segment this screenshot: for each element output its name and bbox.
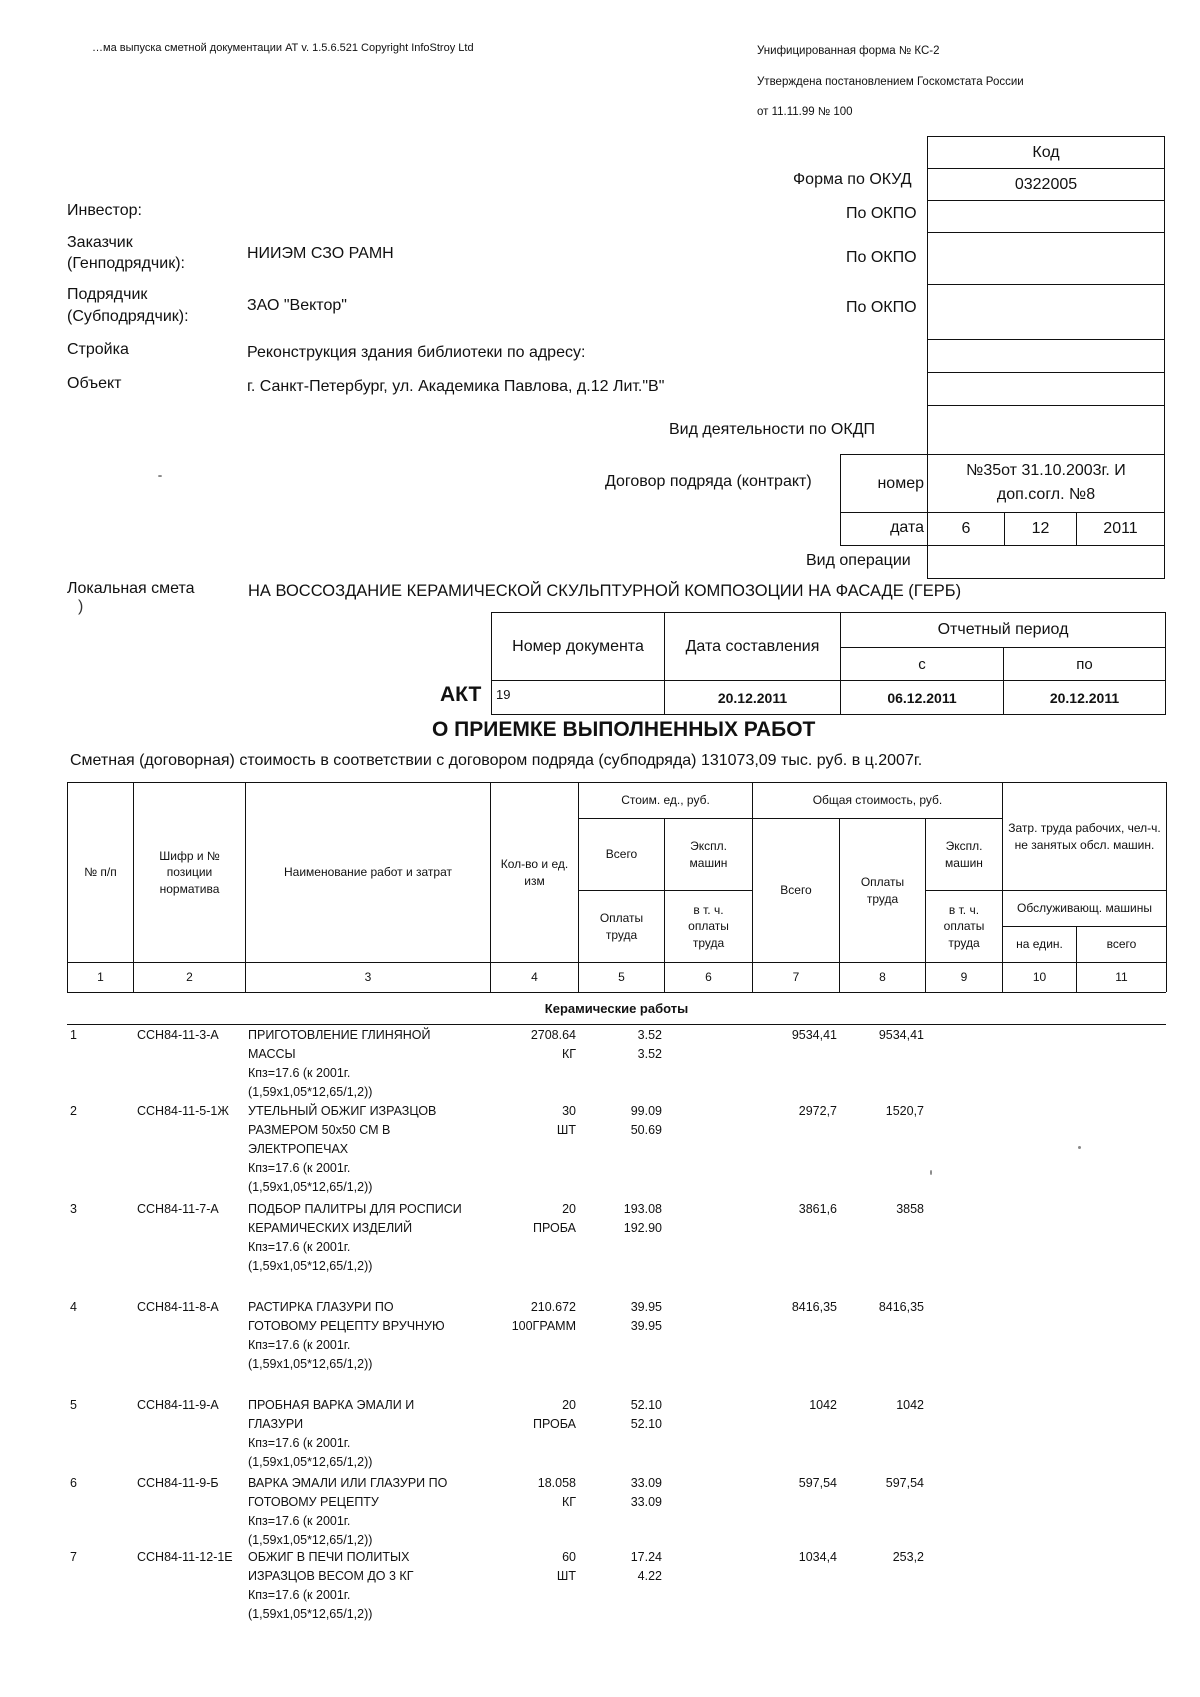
row-name-line: (1,59x1,05*12,65/1,2)) <box>248 1180 373 1194</box>
row-unit: КГ <box>561 1495 576 1509</box>
contract-label: Договор подряда (контракт) <box>605 473 812 490</box>
object-label: Объект <box>67 375 122 392</box>
row-number: 5 <box>70 1398 77 1412</box>
scan-speck <box>158 475 162 477</box>
okpo-value-3 <box>927 284 1165 340</box>
row-code: ССН84-11-12-1Е <box>137 1550 233 1564</box>
act-number: 19 <box>491 680 665 715</box>
row-total-all: 1042 <box>809 1398 837 1412</box>
th-unit-incl-wages: в т. ч. оплаты труда <box>688 903 729 950</box>
contract-number-box <box>927 454 1165 513</box>
row-qty: 20 <box>562 1398 576 1412</box>
colnum-7: 7 <box>792 970 800 985</box>
customer-label-2: (Генподрядчик): <box>67 255 185 272</box>
row-name-line: ПОДБОР ПАЛИТРЫ ДЛЯ РОСПИСИ <box>248 1202 462 1216</box>
scan-mark: ) <box>78 598 84 615</box>
period-from-header: с <box>840 647 1004 681</box>
number-label: номер <box>877 475 924 492</box>
colnum-3: 3 <box>364 970 372 985</box>
row-name-line: МАССЫ <box>248 1047 296 1061</box>
row-code: ССН84-11-9-А <box>137 1398 219 1412</box>
colnum-6: 6 <box>705 970 712 985</box>
row-total-all: 9534,41 <box>791 1028 837 1042</box>
okdp-label: Вид деятельности по ОКДП <box>669 421 876 438</box>
colnum-1: 1 <box>97 970 104 985</box>
row-number: 1 <box>70 1028 77 1042</box>
row-unit-cost-wages: 52.10 <box>630 1417 662 1431</box>
contract-year: 2011 <box>1076 512 1165 546</box>
row-name-line: ГОТОВОМУ РЕЦЕПТУ <box>248 1495 379 1509</box>
estimate-label: Локальная смета <box>67 580 195 597</box>
code-header: Код <box>927 136 1165 169</box>
th-num: № п/п <box>84 865 117 880</box>
contract-month: 12 <box>1004 512 1077 546</box>
operation-label: Вид операции <box>806 552 911 569</box>
th-unit-all: Всего <box>605 847 638 862</box>
contract-number-line-2: доп.согл. №8 <box>996 486 1096 503</box>
row-name-line: (1,59x1,05*12,65/1,2)) <box>248 1533 373 1547</box>
row-qty: 30 <box>562 1104 576 1118</box>
row-name-line: ПРИГОТОВЛЕНИЕ ГЛИНЯНОЙ <box>248 1028 431 1042</box>
colnum-11: 11 <box>1115 970 1128 985</box>
colnum-10: 10 <box>1032 970 1047 985</box>
row-unit-cost-wages: 3.52 <box>637 1047 662 1061</box>
row-unit-cost-all: 17.24 <box>630 1550 662 1564</box>
doc-number-header: Номер документа <box>491 612 665 681</box>
row-unit-cost-all: 3.52 <box>637 1028 662 1042</box>
colnum-4: 4 <box>531 970 538 985</box>
row-unit-cost-all: 39.95 <box>630 1300 662 1314</box>
row-name-line: ГЛАЗУРИ <box>248 1417 304 1431</box>
contractor-value: ЗАО "Вектор" <box>247 297 347 314</box>
row-total-all: 2972,7 <box>798 1104 837 1118</box>
row-code: ССН84-11-5-1Ж <box>137 1104 229 1118</box>
okpo-value-1 <box>927 200 1165 233</box>
act-date: 20.12.2011 <box>664 680 841 715</box>
row-number: 2 <box>70 1104 77 1118</box>
vline-11 <box>1166 782 1167 992</box>
contract-number-line-1: №35от 31.10.2003г. И <box>966 462 1126 479</box>
row-code: ССН84-11-8-А <box>137 1300 219 1314</box>
row-unit-cost-wages: 4.22 <box>637 1569 662 1583</box>
row-unit: ПРОБА <box>532 1221 576 1235</box>
contractor-label-2: (Субподрядчик): <box>67 308 189 325</box>
row-name-line: (1,59x1,05*12,65/1,2)) <box>248 1085 373 1099</box>
row-qty: 18.058 <box>537 1476 576 1490</box>
row-name-line: РАЗМЕРОМ 50x50 СМ В <box>248 1123 391 1137</box>
row-unit-cost-wages: 50.69 <box>630 1123 662 1137</box>
okpo-label-1: По ОКПО <box>846 205 917 222</box>
act-label: АКТ <box>440 683 482 706</box>
th-total-cost: Общая стоимость, руб. <box>812 793 943 808</box>
customer-label-1: Заказчик <box>67 234 133 251</box>
row-total-all: 1034,4 <box>798 1550 837 1564</box>
row-name-line: КЕРАМИЧЕСКИХ ИЗДЕЛИЙ <box>248 1221 413 1235</box>
row-unit-cost-wages: 192.90 <box>623 1221 662 1235</box>
row-unit: ПРОБА <box>532 1417 576 1431</box>
row-unit-cost-wages: 39.95 <box>630 1319 662 1333</box>
th-total: всего <box>1106 937 1137 952</box>
th-total-all: Всего <box>780 883 812 898</box>
row-name-line: (1,59x1,05*12,65/1,2)) <box>248 1357 373 1371</box>
row-total-wages: 8416,35 <box>878 1300 924 1314</box>
row-unit-cost-all: 193.08 <box>623 1202 662 1216</box>
th-labor: Затр. труда рабочих, чел-ч. не занятых обсл. машин. <box>1008 821 1161 852</box>
row-name-line: Кпз=17.6 (к 2001г. <box>248 1514 351 1528</box>
row-qty: 20 <box>562 1202 576 1216</box>
row-unit: 100ГРАММ <box>511 1319 576 1333</box>
row-qty: 60 <box>562 1550 576 1564</box>
colnum-2: 2 <box>186 970 193 985</box>
contractor-label-1: Подрядчик <box>67 286 148 303</box>
row-name-line: ГОТОВОМУ РЕЦЕПТУ ВРУЧНУЮ <box>248 1319 445 1333</box>
row-name-line: РАСТИРКА ГЛАЗУРИ ПО <box>248 1300 394 1314</box>
row-number: 3 <box>70 1202 77 1216</box>
blank-code-1 <box>927 339 1165 373</box>
row-name-line: Кпз=17.6 (к 2001г. <box>248 1161 351 1175</box>
act-period-from: 06.12.2011 <box>840 680 1004 715</box>
th-service: Обслуживающ. машины <box>1017 901 1152 916</box>
row-name-line: ОБЖИГ В ПЕЧИ ПОЛИТЫХ <box>248 1550 410 1564</box>
row-total-wages: 1520,7 <box>885 1104 924 1118</box>
approved-line: Утверждена постановлением Госкомстата России <box>757 76 1024 88</box>
scan-speck <box>930 1170 932 1175</box>
th-code: Шифр и № позиции норматива <box>159 849 220 896</box>
row-name-line: (1,59x1,05*12,65/1,2)) <box>248 1607 373 1621</box>
row-name-line: ИЗРАЗЦОВ ВЕСОМ ДО 3 КГ <box>248 1569 414 1583</box>
row-name-line: Кпз=17.6 (к 2001г. <box>248 1240 351 1254</box>
row-total-wages: 597,54 <box>885 1476 924 1490</box>
row-name-line: Кпз=17.6 (к 2001г. <box>248 1338 351 1352</box>
row-total-all: 8416,35 <box>791 1300 837 1314</box>
row-name-line: Кпз=17.6 (к 2001г. <box>248 1588 351 1602</box>
okud-label: Форма по ОКУД <box>793 171 912 188</box>
object-value: г. Санкт-Петербург, ул. Академика Павлова, д.12 Лит."В" <box>247 378 665 395</box>
date-label-box <box>840 512 928 546</box>
row-unit: ШТ <box>556 1569 576 1583</box>
program-line: …ма выпуска сметной документации АТ v. 1.5.6.521 Copyright InfoStroy Ltd <box>92 42 474 54</box>
act-period-to: 20.12.2011 <box>1003 680 1166 715</box>
row-name-line: ВАРКА ЭМАЛИ ИЛИ ГЛАЗУРИ ПО <box>248 1476 448 1490</box>
row-name-line: УТЕЛЬНЫЙ ОБЖИГ ИЗРАЗЦОВ <box>248 1104 437 1118</box>
row-number: 4 <box>70 1300 77 1314</box>
colnum-8: 8 <box>879 970 886 985</box>
act-title: О ПРИЕМКЕ ВЫПОЛНЕННЫХ РАБОТ <box>432 718 816 741</box>
th-total-wages: Оплаты труда <box>860 875 905 906</box>
section-bottom-line <box>67 1024 1166 1025</box>
approved-date: от 11.11.99 № 100 <box>757 106 853 118</box>
row-unit-cost-wages: 33.09 <box>630 1495 662 1509</box>
investor-label: Инвестор: <box>67 202 142 219</box>
row-total-wages: 3858 <box>896 1202 924 1216</box>
doc-date-header: Дата составления <box>664 612 841 681</box>
okdp-value <box>927 405 1165 455</box>
row-total-wages: 9534,41 <box>878 1028 924 1042</box>
th-per-unit: на един. <box>1016 937 1063 952</box>
th-unit-wages: Оплаты труда <box>599 911 644 942</box>
okpo-label-3: По ОКПО <box>846 299 917 316</box>
row-total-wages: 1042 <box>896 1398 924 1412</box>
cost-line: Сметная (договорная) стоимость в соответствии с договором подряда (субподряда) 131073,09 тыс. руб. в ц.2007г. <box>70 752 923 769</box>
row-name-line: (1,59x1,05*12,65/1,2)) <box>248 1455 373 1469</box>
colnum-9: 9 <box>960 970 968 985</box>
row-qty: 210.672 <box>530 1300 576 1314</box>
okpo-value-2 <box>927 232 1165 285</box>
row-unit-cost-all: 52.10 <box>630 1398 662 1412</box>
row-unit: КГ <box>561 1047 576 1061</box>
th-unit-machines: Экспл. машин <box>689 839 728 870</box>
date-label: дата <box>890 519 924 536</box>
row-name-line: Кпз=17.6 (к 2001г. <box>248 1066 351 1080</box>
row-code: ССН84-11-7-А <box>137 1202 219 1216</box>
th-qty: Кол-во и ед. изм <box>500 857 569 888</box>
number-label-box <box>840 454 928 513</box>
row-unit-cost-all: 33.09 <box>630 1476 662 1490</box>
row-name-line: ЭЛЕКТРОПЕЧАХ <box>248 1142 349 1156</box>
row-total-wages: 253,2 <box>892 1550 924 1564</box>
okpo-label-2: По ОКПО <box>846 249 917 266</box>
row-unit-cost-all: 99.09 <box>630 1104 662 1118</box>
site-value: Реконструкция здания библиотеки по адресу: <box>247 344 586 361</box>
th-name: Наименование работ и затрат <box>283 865 452 880</box>
row-code: ССН84-11-9-Б <box>137 1476 219 1490</box>
operation-value <box>927 545 1165 579</box>
contract-day: 6 <box>927 512 1005 546</box>
row-number: 7 <box>70 1550 77 1564</box>
row-qty: 2708.64 <box>530 1028 576 1042</box>
section-title: Керамические работы <box>544 1000 689 1016</box>
okud-value: 0322005 <box>927 168 1165 201</box>
th-unit-cost: Стоим. ед., руб. <box>621 793 710 808</box>
blank-code-2 <box>927 372 1165 406</box>
row-name-line: ПРОБНАЯ ВАРКА ЭМАЛИ И <box>248 1398 415 1412</box>
row-number: 6 <box>70 1476 77 1490</box>
site-label: Стройка <box>67 341 129 358</box>
colnum-5: 5 <box>618 970 625 985</box>
form-name: Унифицированная форма № КС-2 <box>757 45 940 57</box>
row-name-line: (1,59x1,05*12,65/1,2)) <box>248 1259 373 1273</box>
customer-value: НИИЭМ СЗО РАМН <box>247 245 394 262</box>
row-unit: ШТ <box>556 1123 576 1137</box>
row-total-all: 3861,6 <box>798 1202 837 1216</box>
th-total-incl-wages: в т. ч. оплаты труда <box>943 903 985 950</box>
period-to-header: по <box>1003 647 1166 681</box>
row-name-line: Кпз=17.6 (к 2001г. <box>248 1436 351 1450</box>
scan-speck <box>1078 1146 1081 1149</box>
th-total-machines: Экспл. машин <box>945 839 983 870</box>
row-code: ССН84-11-3-А <box>137 1028 219 1042</box>
estimate-value: НА ВОССОЗДАНИЕ КЕРАМИЧЕСКОЙ СКУЛЬПТУРНОЙ КОМПОЗОЦИИ НА ФАСАДЕ (ГЕРБ) <box>248 582 962 600</box>
period-header: Отчетный период <box>840 612 1166 648</box>
row-total-all: 597,54 <box>798 1476 837 1490</box>
